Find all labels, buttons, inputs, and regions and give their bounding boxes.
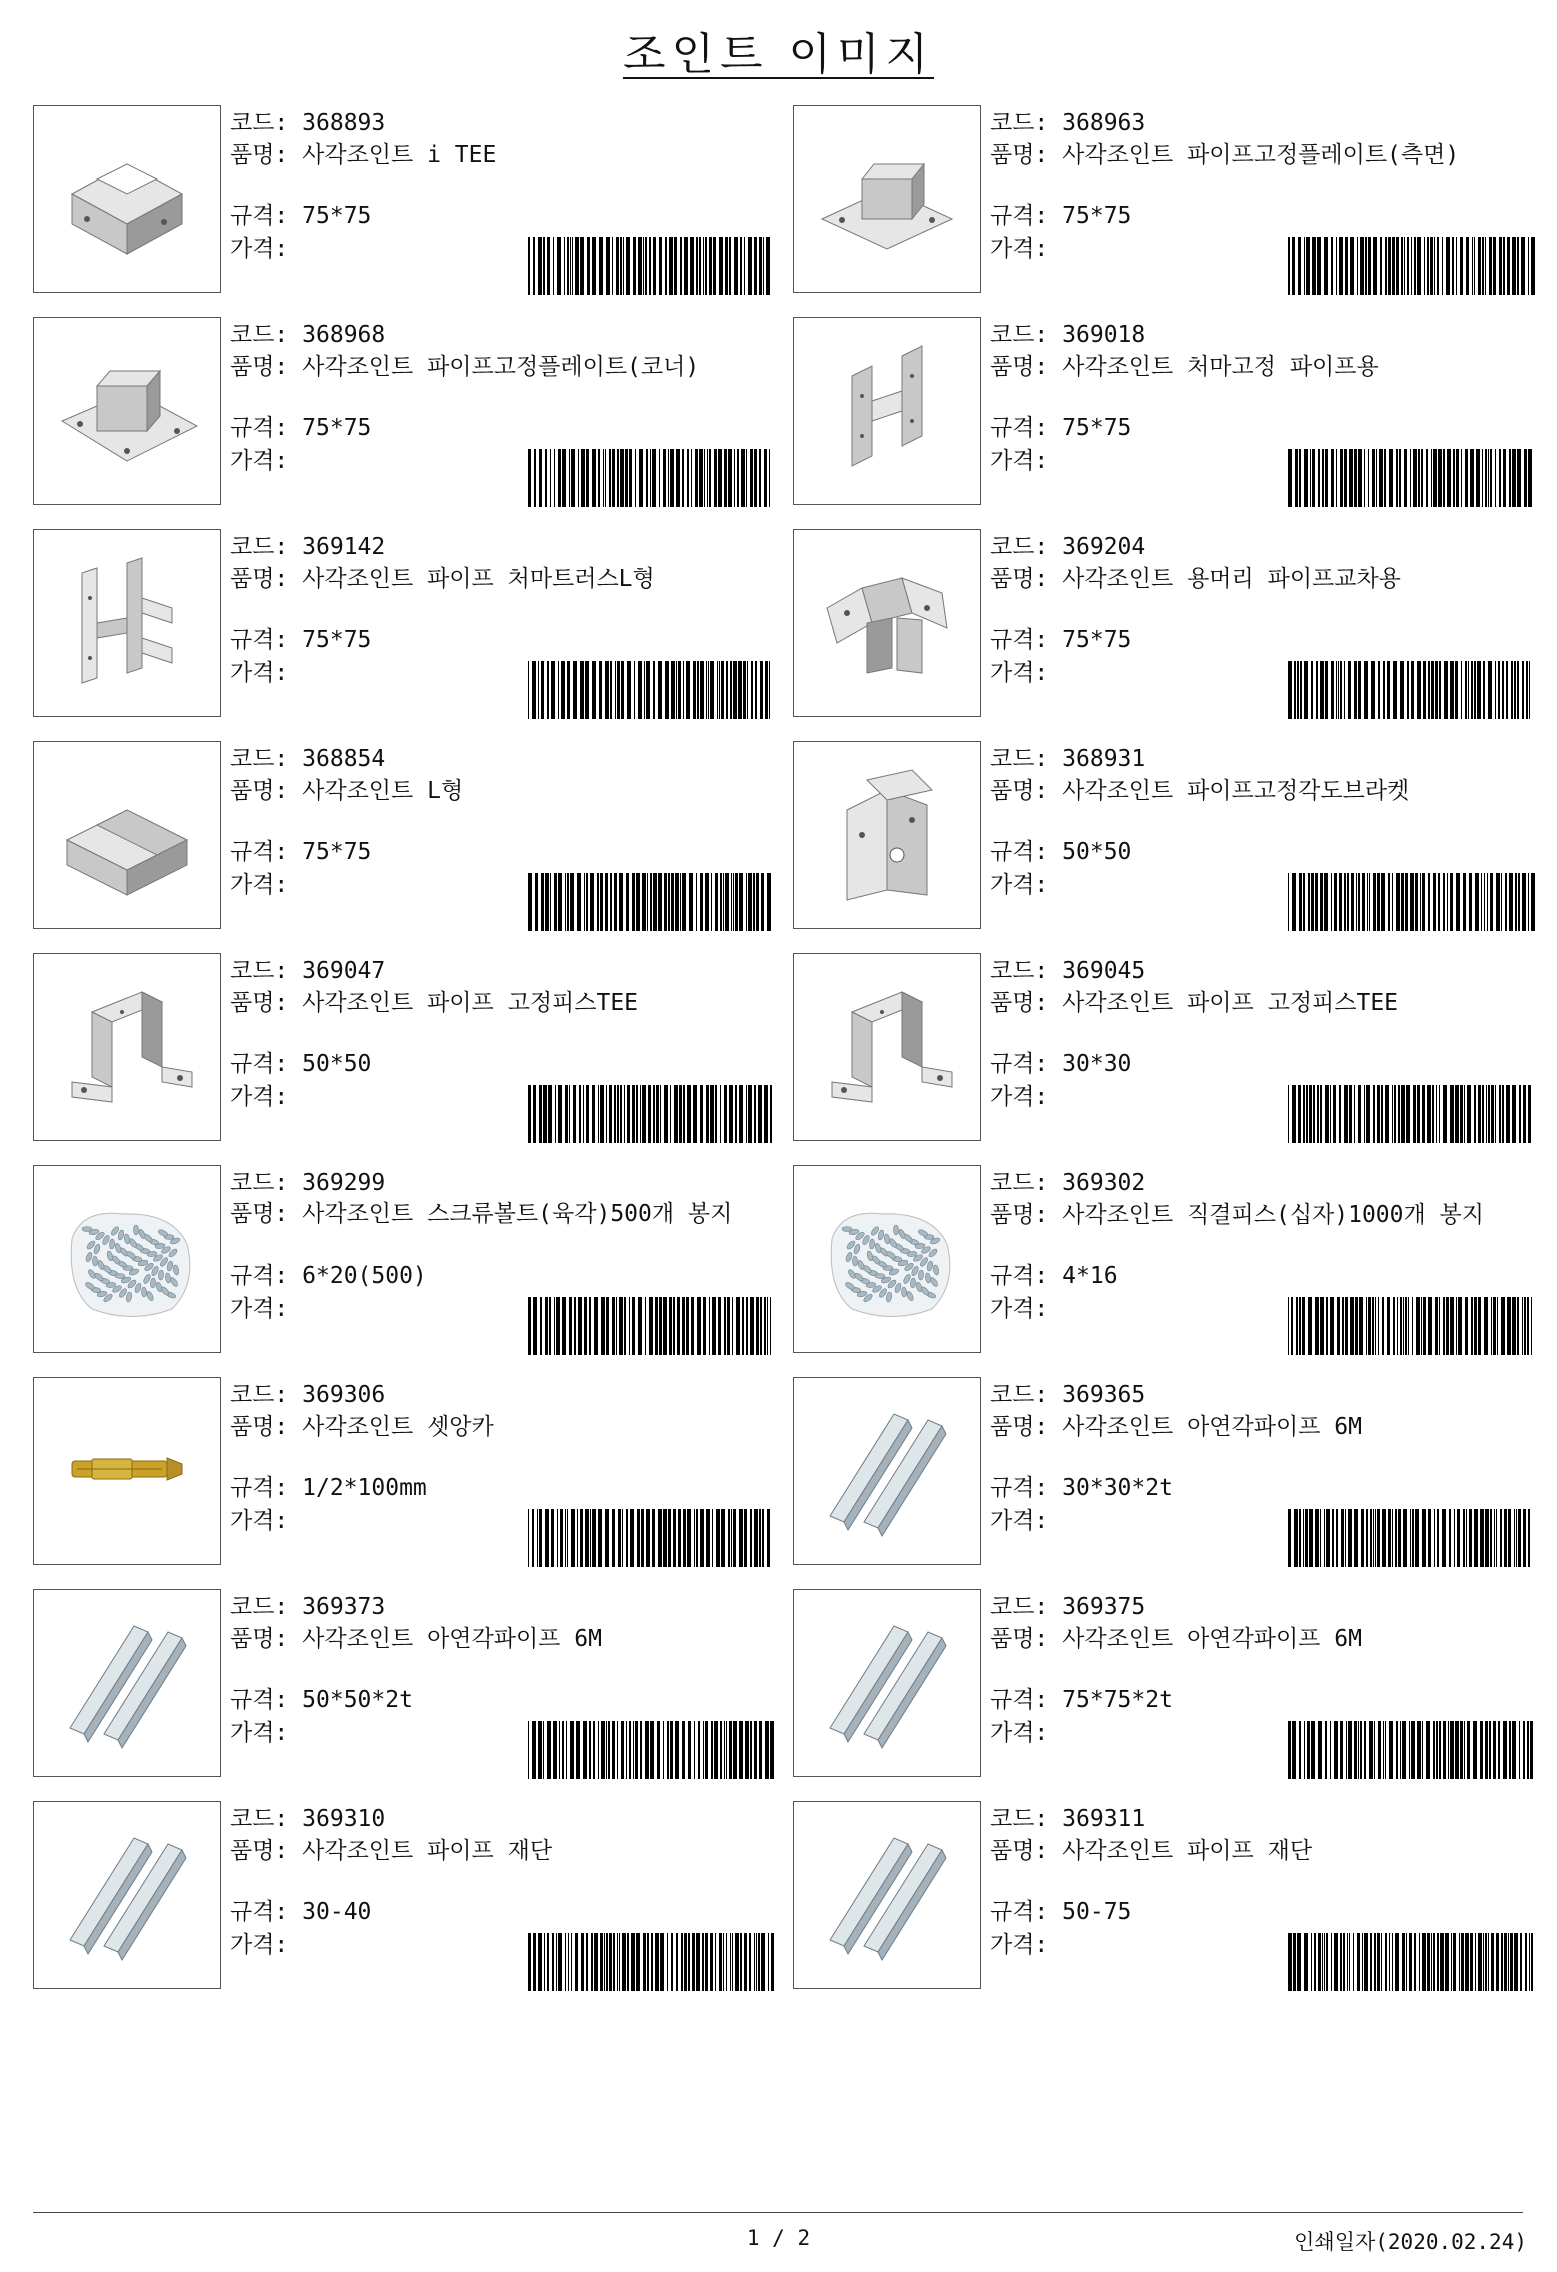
spec-label: 규격: <box>230 1051 289 1077</box>
product-code: 368931 <box>1062 746 1146 772</box>
product-card <box>33 529 793 724</box>
code-label: 코드: <box>230 1594 289 1620</box>
name-label: 품명: <box>230 1201 289 1227</box>
code-label: 코드: <box>990 1594 1049 1620</box>
product-name-row <box>990 1837 1312 1865</box>
code-label: 코드: <box>230 322 289 348</box>
product-image <box>793 1801 981 1989</box>
barcode <box>528 237 776 295</box>
product-spec-row <box>990 202 1131 230</box>
product-name: 사각조인트 파이프 고정피스TEE <box>302 990 639 1016</box>
product-spec: 75*75 <box>302 627 372 653</box>
product-code-row <box>990 1593 1145 1621</box>
product-spec: 6*20(500) <box>302 1263 427 1289</box>
barcode <box>1288 449 1536 507</box>
product-spec: 30*30*2t <box>1062 1475 1173 1501</box>
product-spec-row <box>230 626 371 654</box>
product-code: 368968 <box>302 322 386 348</box>
spec-label: 규격: <box>990 1051 1049 1077</box>
product-name-row <box>230 777 463 805</box>
barcode <box>1288 873 1536 931</box>
product-spec: 50*50 <box>302 1051 372 1077</box>
code-label: 코드: <box>990 1382 1049 1408</box>
product-spec: 50*50 <box>1062 839 1132 865</box>
product-card <box>793 1589 1553 1784</box>
price-label: 가격: <box>990 1720 1049 1746</box>
product-code: 369311 <box>1062 1806 1146 1832</box>
barcode <box>528 873 776 931</box>
spec-label: 규격: <box>990 1263 1049 1289</box>
page-title: 조인트 이미지 <box>622 29 934 80</box>
product-name-row <box>230 1625 602 1653</box>
product-price-row <box>230 871 288 899</box>
product-name: 사각조인트 파이프 재단 <box>1062 1838 1313 1864</box>
product-code: 369142 <box>302 534 386 560</box>
price-label: 가격: <box>990 1932 1049 1958</box>
product-name-row <box>230 141 496 169</box>
name-label: 품명: <box>990 1414 1049 1440</box>
eave-fixing-bracket-icon <box>812 336 962 486</box>
product-code: 369299 <box>302 1170 386 1196</box>
barcode <box>1288 237 1536 295</box>
barcode <box>528 1085 776 1143</box>
code-label: 코드: <box>990 958 1049 984</box>
product-spec-row <box>230 1050 371 1078</box>
square-pipe-icon <box>52 1820 202 1970</box>
price-label: 가격: <box>990 872 1049 898</box>
product-code: 369365 <box>1062 1382 1146 1408</box>
product-spec: 30*30 <box>1062 1051 1132 1077</box>
product-name-row <box>990 141 1459 169</box>
product-spec-row <box>230 1262 427 1290</box>
barcode <box>528 1297 776 1355</box>
product-price-row <box>230 1931 288 1959</box>
product-code-row <box>990 1381 1145 1409</box>
product-name: 사각조인트 i TEE <box>302 142 497 168</box>
price-label: 가격: <box>990 1508 1049 1534</box>
product-code-row <box>990 533 1145 561</box>
product-image <box>33 105 221 293</box>
product-name-row <box>230 989 638 1017</box>
product-code-row <box>230 1593 385 1621</box>
product-code: 368854 <box>302 746 386 772</box>
product-image <box>33 1165 221 1353</box>
spec-label: 규격: <box>990 415 1049 441</box>
product-price-row <box>990 1719 1048 1747</box>
product-name: 사각조인트 L형 <box>302 778 464 804</box>
barcode <box>528 1721 776 1779</box>
spec-label: 규격: <box>230 203 289 229</box>
product-name: 사각조인트 아연각파이프 6M <box>302 1626 602 1652</box>
code-label: 코드: <box>230 1806 289 1832</box>
price-label: 가격: <box>990 1084 1049 1110</box>
footer-divider <box>33 2212 1523 2213</box>
product-name-row <box>990 565 1401 593</box>
name-label: 품명: <box>230 354 289 380</box>
product-price-row <box>990 1931 1048 1959</box>
spec-label: 규격: <box>230 415 289 441</box>
code-label: 코드: <box>230 1382 289 1408</box>
product-name: 사각조인트 파이프고정플레이트(코너) <box>302 354 700 380</box>
product-image <box>793 741 981 929</box>
product-price-row <box>230 1719 288 1747</box>
product-code-row <box>230 745 385 773</box>
product-spec-row <box>990 838 1131 866</box>
name-label: 품명: <box>230 1626 289 1652</box>
price-label: 가격: <box>230 1508 289 1534</box>
page-number: 1 / 2 <box>746 2226 811 2250</box>
product-code: 369310 <box>302 1806 386 1832</box>
barcode <box>1288 1297 1536 1355</box>
product-spec: 75*75 <box>302 203 372 229</box>
product-code: 369047 <box>302 958 386 984</box>
fixing-piece-tee-icon <box>52 972 202 1122</box>
product-spec-row <box>990 1686 1173 1714</box>
price-label: 가격: <box>230 1932 289 1958</box>
product-code-row <box>990 109 1145 137</box>
product-spec: 1/2*100mm <box>302 1475 427 1501</box>
product-spec-row <box>990 1898 1131 1926</box>
square-pipe-icon <box>812 1820 962 1970</box>
spec-label: 규격: <box>990 1687 1049 1713</box>
product-name: 사각조인트 아연각파이프 6M <box>1062 1414 1362 1440</box>
product-name: 사각조인트 파이프 재단 <box>302 1838 553 1864</box>
product-code-row <box>230 321 385 349</box>
product-spec: 75*75 <box>302 839 372 865</box>
product-name-row <box>230 1413 494 1441</box>
price-label: 가격: <box>230 660 289 686</box>
eave-truss-l-bracket-icon <box>52 548 202 698</box>
spec-label: 규격: <box>990 839 1049 865</box>
product-code-row <box>990 1805 1145 1833</box>
product-spec: 75*75*2t <box>1062 1687 1173 1713</box>
code-label: 코드: <box>230 534 289 560</box>
product-card <box>793 317 1553 512</box>
product-price-row <box>230 659 288 687</box>
product-image <box>793 953 981 1141</box>
price-label: 가격: <box>230 1296 289 1322</box>
spec-label: 규격: <box>230 1687 289 1713</box>
square-pipe-icon <box>52 1608 202 1758</box>
barcode <box>528 1509 776 1567</box>
barcode <box>1288 1933 1536 1991</box>
spec-label: 규격: <box>990 203 1049 229</box>
price-label: 가격: <box>230 448 289 474</box>
product-image <box>33 741 221 929</box>
product-spec: 75*75 <box>1062 203 1132 229</box>
code-label: 코드: <box>990 534 1049 560</box>
spec-label: 규격: <box>230 1899 289 1925</box>
spec-label: 규격: <box>990 1475 1049 1501</box>
price-label: 가격: <box>230 1084 289 1110</box>
product-price-row <box>230 1507 288 1535</box>
product-name-row <box>230 1837 552 1865</box>
product-spec-row <box>230 1686 413 1714</box>
product-name-row <box>990 1201 1484 1229</box>
spec-label: 규격: <box>230 627 289 653</box>
code-label: 코드: <box>230 958 289 984</box>
product-name-row <box>990 777 1409 805</box>
product-code-row <box>990 321 1145 349</box>
product-name-row <box>230 565 655 593</box>
name-label: 품명: <box>230 1838 289 1864</box>
product-code: 368893 <box>302 110 386 136</box>
product-price-row <box>990 1295 1048 1323</box>
print-date: 인쇄일자(2020.02.24) <box>1294 2230 1527 2254</box>
barcode <box>528 1933 776 1991</box>
product-price-row <box>990 447 1048 475</box>
name-label: 품명: <box>230 990 289 1016</box>
spec-label: 규격: <box>230 1263 289 1289</box>
square-l-joint-icon <box>52 760 202 910</box>
name-label: 품명: <box>990 354 1049 380</box>
barcode <box>528 661 776 719</box>
product-image <box>793 317 981 505</box>
product-image <box>793 105 981 293</box>
price-label: 가격: <box>230 236 289 262</box>
product-code: 369018 <box>1062 322 1146 348</box>
barcode <box>1288 1085 1536 1143</box>
screw-bag-icon <box>812 1184 962 1334</box>
price-label: 가격: <box>990 236 1049 262</box>
product-card <box>793 105 1553 300</box>
ridge-cross-bracket-icon <box>812 548 962 698</box>
code-label: 코드: <box>230 110 289 136</box>
product-name-row <box>990 989 1398 1017</box>
square-tee-joint-icon <box>52 124 202 274</box>
product-spec-row <box>990 414 1131 442</box>
product-code-row <box>230 1381 385 1409</box>
product-image <box>33 953 221 1141</box>
product-price-row <box>230 447 288 475</box>
product-price-row <box>990 1507 1048 1535</box>
product-spec-row <box>230 838 371 866</box>
product-price-row <box>230 1083 288 1111</box>
product-code: 369375 <box>1062 1594 1146 1620</box>
barcode <box>528 449 776 507</box>
product-name-row <box>990 353 1379 381</box>
barcode <box>1288 1509 1536 1567</box>
name-label: 품명: <box>990 990 1049 1016</box>
product-spec-row <box>990 1050 1131 1078</box>
product-card <box>793 1377 1553 1572</box>
price-label: 가격: <box>990 1296 1049 1322</box>
product-code-row <box>990 745 1145 773</box>
price-label: 가격: <box>230 872 289 898</box>
product-spec-row <box>230 414 371 442</box>
product-name: 사각조인트 아연각파이프 6M <box>1062 1626 1362 1652</box>
product-card <box>793 529 1553 724</box>
code-label: 코드: <box>990 1806 1049 1832</box>
product-name-row <box>990 1625 1362 1653</box>
code-label: 코드: <box>230 746 289 772</box>
product-card <box>793 1801 1553 1996</box>
name-label: 품명: <box>990 1838 1049 1864</box>
product-spec-row <box>230 1474 427 1502</box>
barcode <box>1288 661 1536 719</box>
product-image <box>793 1589 981 1777</box>
product-image <box>33 1801 221 1989</box>
spec-label: 규격: <box>230 1475 289 1501</box>
product-code-row <box>230 109 385 137</box>
product-card <box>33 105 793 300</box>
product-spec-row <box>990 1474 1173 1502</box>
name-label: 품명: <box>230 1414 289 1440</box>
product-name-row <box>230 1201 750 1227</box>
price-label: 가격: <box>990 448 1049 474</box>
code-label: 코드: <box>990 1170 1049 1196</box>
pipe-fixing-plate-side-icon <box>812 124 962 274</box>
product-code: 369045 <box>1062 958 1146 984</box>
product-card <box>33 741 793 936</box>
product-code: 369302 <box>1062 1170 1146 1196</box>
name-label: 품명: <box>230 142 289 168</box>
product-name: 사각조인트 파이프고정플레이트(측면) <box>1062 142 1460 168</box>
product-image <box>33 1589 221 1777</box>
product-code-row <box>230 957 385 985</box>
product-code-row <box>990 957 1145 985</box>
price-label: 가격: <box>230 1720 289 1746</box>
set-anchor-icon <box>52 1396 202 1546</box>
name-label: 품명: <box>990 566 1049 592</box>
product-spec-row <box>230 202 371 230</box>
product-image <box>33 317 221 505</box>
product-spec-row <box>230 1898 371 1926</box>
product-card <box>33 1589 793 1784</box>
name-label: 품명: <box>230 778 289 804</box>
product-name: 사각조인트 파이프고정각도브라켓 <box>1062 778 1410 804</box>
product-card <box>33 317 793 512</box>
name-label: 품명: <box>990 778 1049 804</box>
name-label: 품명: <box>990 142 1049 168</box>
code-label: 코드: <box>990 110 1049 136</box>
product-code: 369204 <box>1062 534 1146 560</box>
product-spec: 75*75 <box>1062 415 1132 441</box>
product-code-row <box>230 533 385 561</box>
product-code-row <box>230 1805 385 1833</box>
code-label: 코드: <box>990 322 1049 348</box>
product-image <box>793 1377 981 1565</box>
product-image <box>33 529 221 717</box>
product-card <box>33 1801 793 1996</box>
product-card <box>793 1165 1553 1360</box>
product-card <box>33 1377 793 1572</box>
product-image <box>33 1377 221 1565</box>
product-spec: 75*75 <box>1062 627 1132 653</box>
product-spec-row <box>990 1262 1118 1290</box>
spec-label: 규격: <box>990 1899 1049 1925</box>
code-label: 코드: <box>230 1170 289 1196</box>
product-card <box>793 953 1553 1148</box>
product-name: 사각조인트 용머리 파이프교차용 <box>1062 566 1401 592</box>
product-spec: 50*50*2t <box>302 1687 413 1713</box>
product-price-row <box>990 659 1048 687</box>
product-price-row <box>230 1295 288 1323</box>
product-card <box>33 953 793 1148</box>
product-price-row <box>990 871 1048 899</box>
product-name: 사각조인트 파이프 처마트러스L형 <box>302 566 655 592</box>
product-code: 368963 <box>1062 110 1146 136</box>
fixing-piece-tee-icon <box>812 972 962 1122</box>
product-price-row <box>230 235 288 263</box>
product-spec-row <box>990 626 1131 654</box>
screw-bag-icon <box>52 1184 202 1334</box>
product-code: 369306 <box>302 1382 386 1408</box>
product-name: 사각조인트 스크류볼트(육각)500개 봉지 <box>302 1201 733 1227</box>
product-name-row <box>990 1413 1362 1441</box>
square-pipe-icon <box>812 1396 962 1546</box>
name-label: 품명: <box>230 566 289 592</box>
product-code: 369373 <box>302 1594 386 1620</box>
product-spec: 75*75 <box>302 415 372 441</box>
product-card <box>33 1165 793 1360</box>
product-name: 사각조인트 직결피스(십자)1000개 봉지 <box>1062 1202 1484 1228</box>
product-image <box>793 529 981 717</box>
product-card <box>793 741 1553 936</box>
name-label: 품명: <box>990 1202 1049 1228</box>
product-code-row <box>990 1169 1145 1197</box>
product-spec: 50-75 <box>1062 1899 1132 1925</box>
barcode <box>1288 1721 1536 1779</box>
product-image <box>793 1165 981 1353</box>
product-name: 사각조인트 파이프 고정피스TEE <box>1062 990 1399 1016</box>
product-code-row <box>230 1169 385 1197</box>
name-label: 품명: <box>990 1626 1049 1652</box>
square-pipe-icon <box>812 1608 962 1758</box>
product-spec: 30-40 <box>302 1899 372 1925</box>
pipe-fixing-plate-corner-icon <box>52 336 202 486</box>
spec-label: 규격: <box>230 839 289 865</box>
code-label: 코드: <box>990 746 1049 772</box>
product-name: 사각조인트 처마고정 파이프용 <box>1062 354 1379 380</box>
spec-label: 규격: <box>990 627 1049 653</box>
product-price-row <box>990 1083 1048 1111</box>
product-name: 사각조인트 셋앙카 <box>302 1414 494 1440</box>
product-price-row <box>990 235 1048 263</box>
angle-bracket-icon <box>812 760 962 910</box>
product-spec: 4*16 <box>1062 1263 1118 1289</box>
price-label: 가격: <box>990 660 1049 686</box>
product-name-row <box>230 353 699 381</box>
